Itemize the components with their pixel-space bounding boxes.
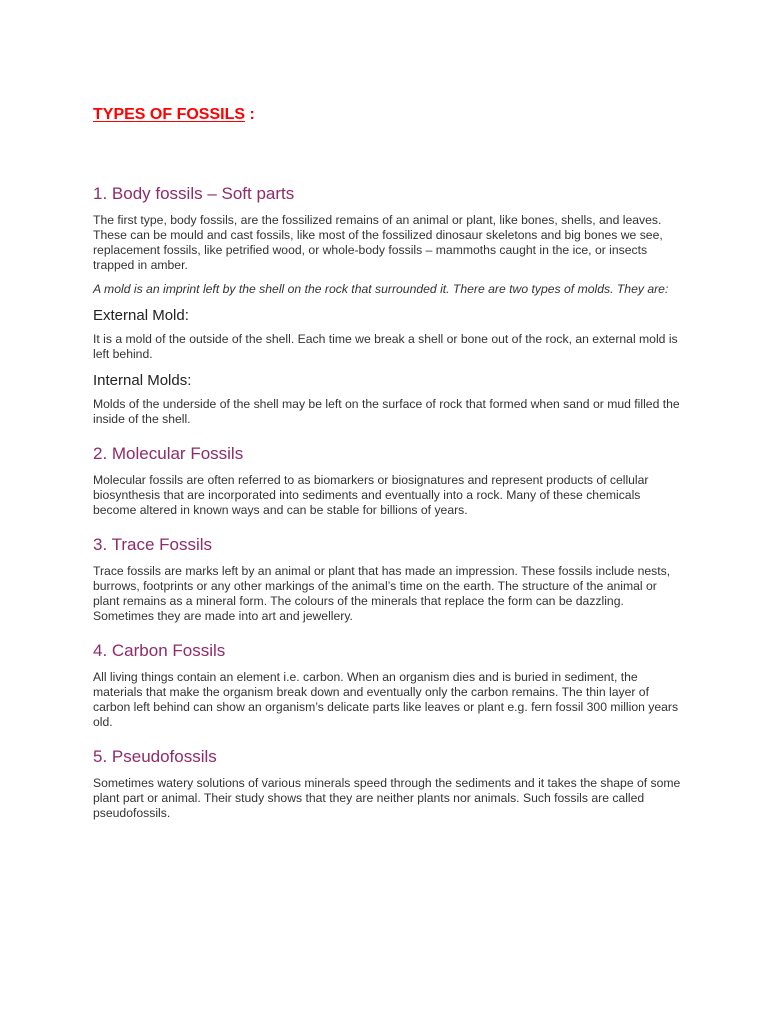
section-paragraph: The first type, body fossils, are the fossilized remains of an animal or plant, like bones, shells, and leaves. These can be mould and cast fossils, like most of the fossilized dinosaur skeletons and big bones we see, replacement fossils, like petrified wood, or whole-body fossils – mammoths caught in the ice, or insects trapped in amber. <box>93 213 663 272</box>
subsection-external-mold <box>93 306 683 362</box>
subsection-heading: Internal Molds: <box>93 372 192 389</box>
page-title-text: TYPES OF FOSSILS <box>93 106 246 123</box>
section-paragraph: Trace fossils are marks left by an animal or plant that has made an impression. These fossils include nests, burrows, footprints or any other markings of the animal’s time on the earth. The structure of the animal or plant remains as a mineral form. The colours of the minerals that replace the form can be dazzling. Sometimes they are made into art and jewellery. <box>93 564 671 623</box>
section-heading: 4. Carbon Fossils <box>93 641 226 660</box>
section-heading: 5. Pseudofossils <box>93 747 217 766</box>
section-body-fossils <box>93 182 683 427</box>
subsection-paragraph: Molds of the underside of the shell may be left on the surface of rock that formed when sand or mud filled the inside of the shell. <box>93 397 680 426</box>
page-title <box>93 106 255 124</box>
subsection-paragraph: It is a mold of the outside of the shell. Each time we break a shell or bone out of the rock, an external mold is left behind. <box>93 332 678 361</box>
section-trace-fossils <box>93 533 683 624</box>
section-heading: 1. Body fossils – Soft parts <box>93 184 295 203</box>
section-heading: 2. Molecular Fossils <box>93 444 244 463</box>
section-paragraph: All living things contain an element i.e. carbon. When an organism dies and is buried in sediment, the materials that make the organism break down and eventually only the carbon remains. The thin layer of carbon left behind can show an organism’s delicate parts like leaves or plant e.g. fern fossil 300 million years old. <box>93 670 679 729</box>
section-paragraph: Molecular fossils are often referred to as biomarkers or biosignatures and represent products of cellular biosynthesis that are incorporated into sediments and eventually into a rock. Many of these chemicals become altered in known ways and can be stable for billions of years. <box>93 473 649 517</box>
section-heading: 3. Trace Fossils <box>93 535 213 554</box>
document-content <box>93 182 683 830</box>
page-title-colon: : <box>245 106 255 123</box>
section-carbon-fossils <box>93 639 683 730</box>
section-molecular-fossils <box>93 442 683 518</box>
subsection-internal-molds <box>93 371 683 427</box>
section-pseudofossils <box>93 745 683 821</box>
subsection-heading: External Mold: <box>93 307 189 324</box>
italic-note: A mold is an imprint left by the shell on the rock that surrounded it. There are two types of molds. They are: <box>93 282 669 296</box>
section-paragraph: Sometimes watery solutions of various minerals speed through the sediments and it takes the shape of some plant part or animal. Their study shows that they are neither plants nor animals. Such fossils are called pseudofossils. <box>93 776 681 820</box>
